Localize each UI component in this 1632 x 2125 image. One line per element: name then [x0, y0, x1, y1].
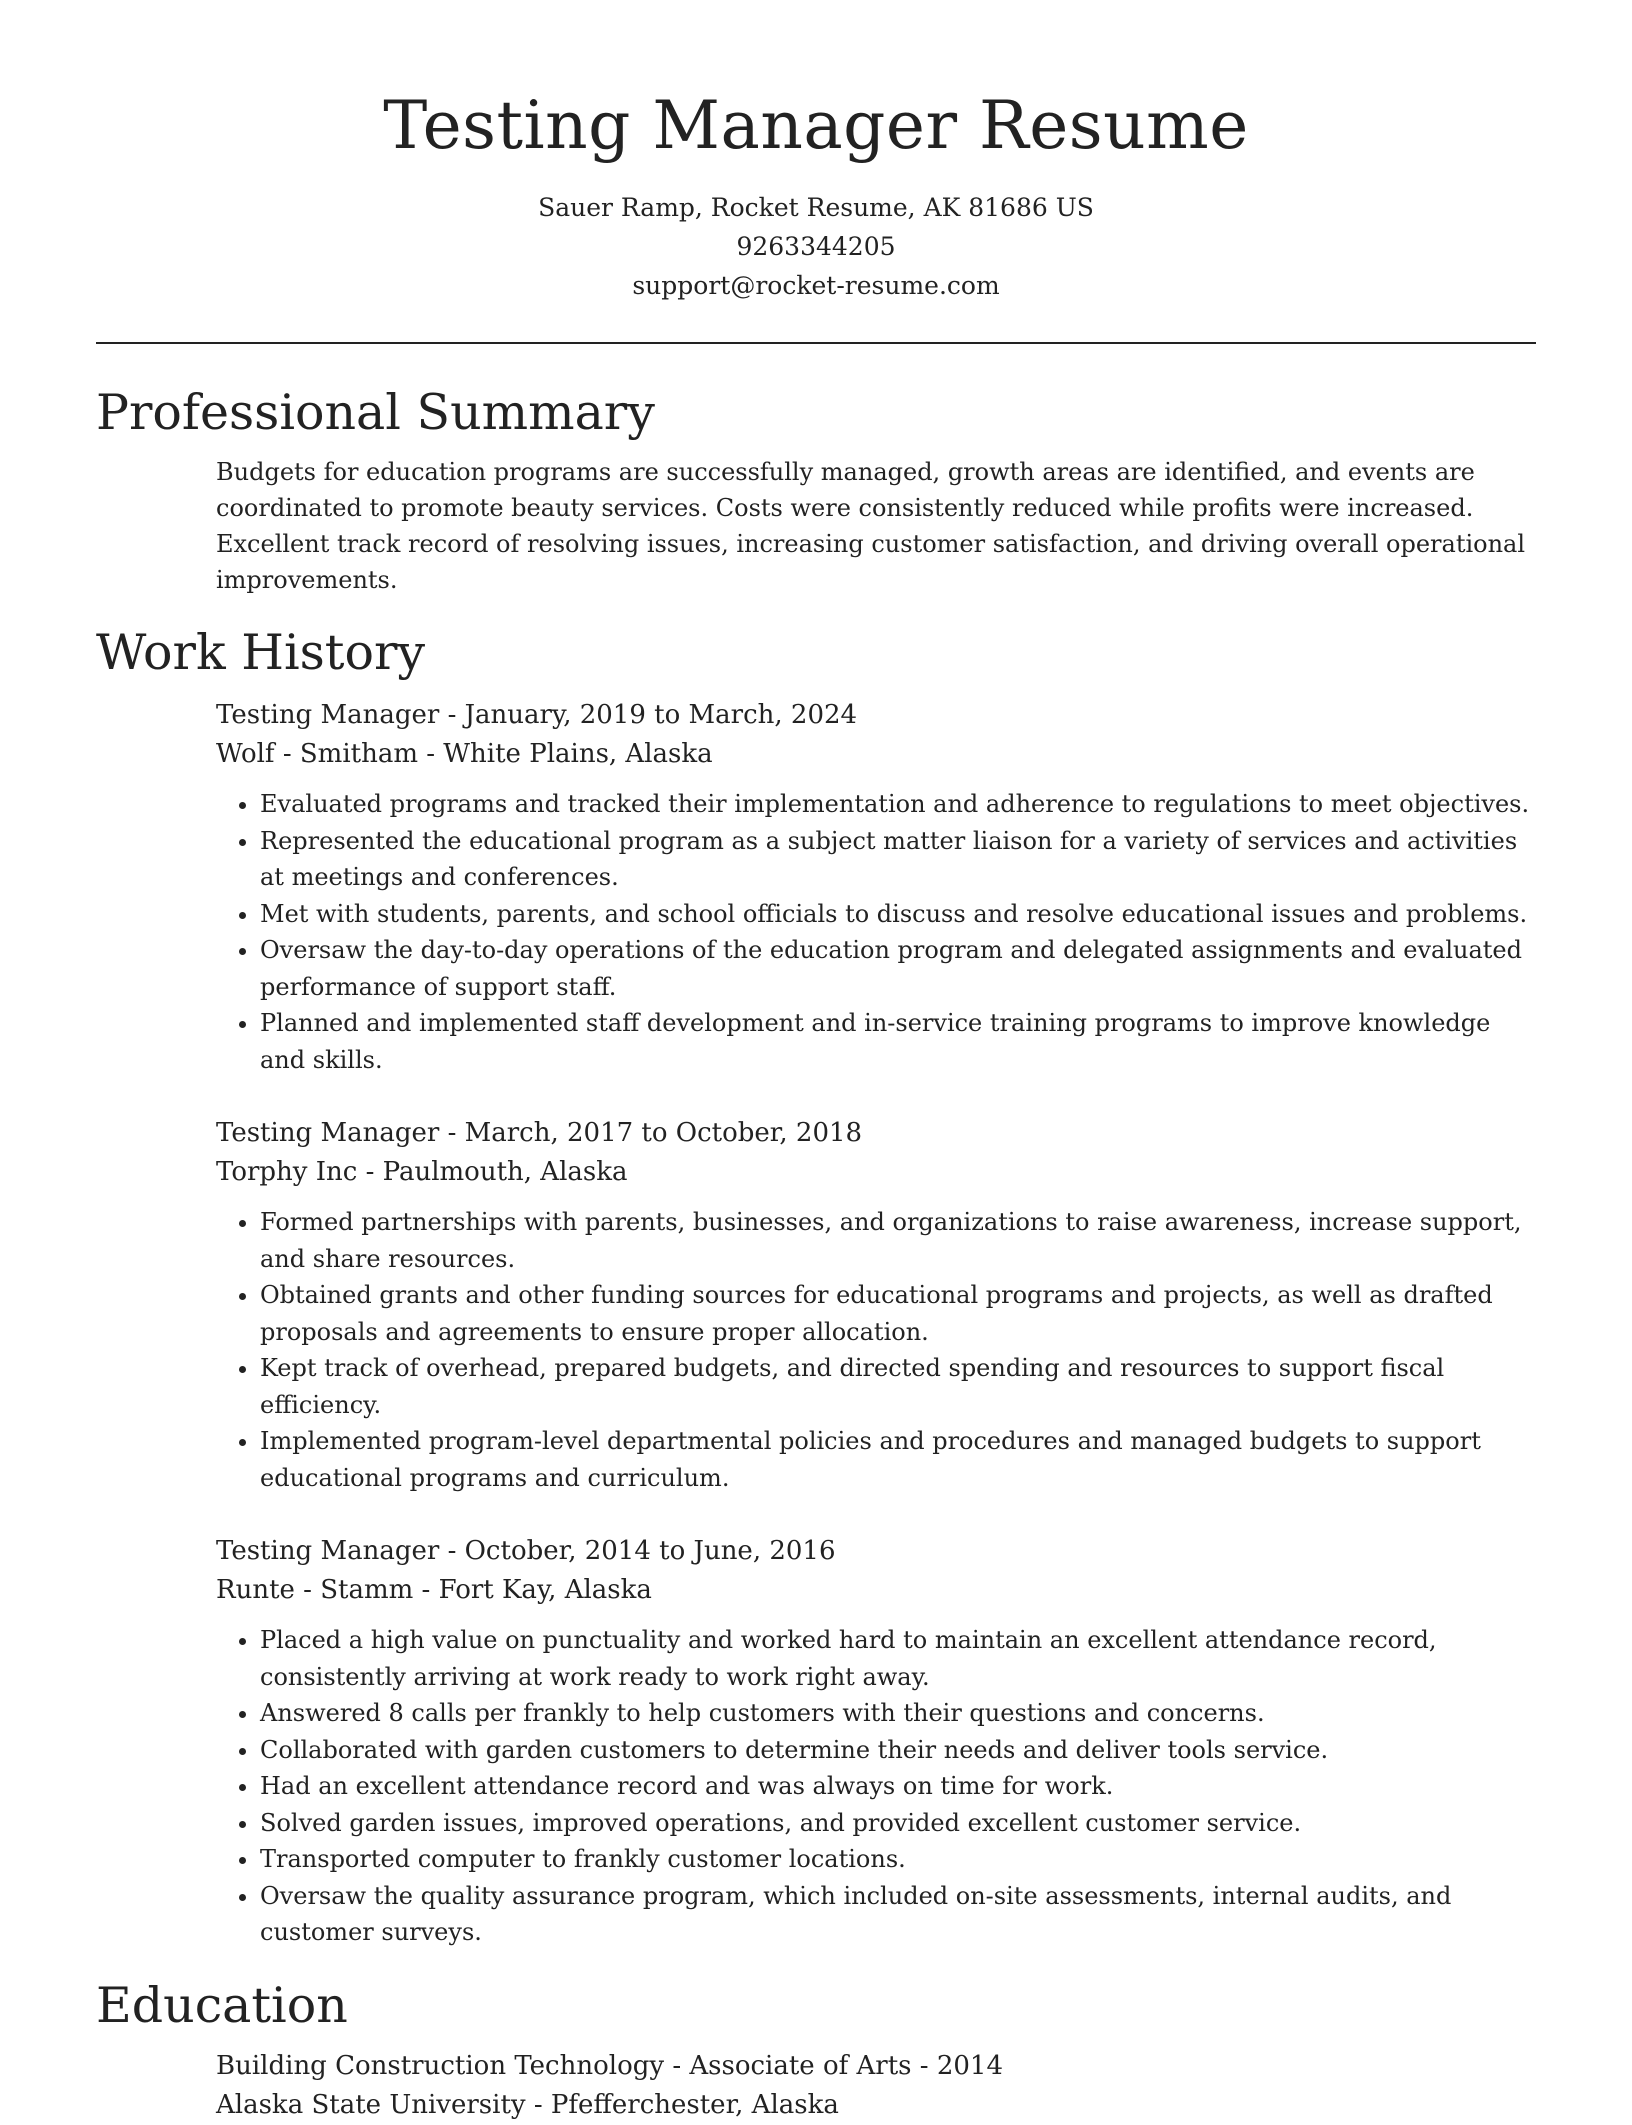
job-bullets [216, 1204, 1536, 1496]
job-company-line: Torphy Inc - Paulmouth, Alaska [216, 1157, 628, 1187]
job-bullets [216, 1622, 1536, 1951]
job-bullet: • Oversaw the quality assurance program, which included on-site assessments, internal audits, and customer surveys. [260, 1878, 1536, 1951]
job-bullet: • Planned and implemented staff development and in-service training programs to improve knowledge and skills. [260, 1005, 1536, 1078]
resume-header [96, 0, 1536, 305]
header-divider [96, 342, 1536, 344]
job-bullet: • Answered 8 calls per frankly to help customers with their questions and concerns. [260, 1695, 1536, 1732]
job-bullet: • Implemented program-level departmental policies and procedures and managed budgets to support educational programs and curriculum. [260, 1423, 1536, 1496]
work-history-section [96, 696, 1536, 1951]
job-bullet: • Solved garden issues, improved operations, and provided excellent customer service. [260, 1805, 1536, 1842]
job-title-line: Testing Manager - January, 2019 to March, 2024 [216, 700, 858, 730]
summary-heading: Professional Summary [96, 384, 655, 441]
address: Sauer Ramp, Rocket Resume, AK 81686 US [538, 193, 1094, 222]
contact-info [96, 188, 1536, 305]
education-section [96, 2047, 1536, 2125]
job-title-line: Testing Manager - March, 2017 to October, 2018 [216, 1118, 863, 1148]
education-heading: Education [96, 1976, 348, 2034]
job-entry [216, 1114, 1536, 1496]
job-bullet: • Formed partnerships with parents, businesses, and organizations to raise awareness, increase support, and share resources. [260, 1204, 1536, 1277]
job-bullet: • Placed a high value on punctuality and worked hard to maintain an excellent attendance record, consistently arriving at work ready to work right away. [260, 1622, 1536, 1695]
job-bullet: • Met with students, parents, and school officials to discuss and resolve educational issues and problems. [260, 896, 1536, 933]
job-bullet: • Represented the educational program as a subject matter liaison for a variety of services and activities at meetings and conferences. [260, 823, 1536, 896]
job-bullet: • Had an excellent attendance record and was always on time for work. [260, 1768, 1536, 1805]
job-bullet: • Kept track of overhead, prepared budgets, and directed spending and resources to support fiscal efficiency. [260, 1350, 1536, 1423]
degree-line: Building Construction Technology - Associate of Arts - 2014 [216, 2050, 1003, 2081]
job-entry [216, 1532, 1536, 1951]
job-title-line: Testing Manager - October, 2014 to June, 2016 [216, 1536, 836, 1566]
job-company-line: Wolf - Smitham - White Plains, Alaska [216, 739, 713, 769]
school-line: Alaska State University - Pfefferchester, Alaska [216, 2089, 839, 2120]
job-bullet: • Oversaw the day-to-day operations of the education program and delegated assignments and evaluated performance of support staff. [260, 932, 1536, 1005]
phone: 9263344205 [736, 232, 896, 261]
resume-page [96, 0, 1536, 2125]
email: support@rocket-resume.com [632, 271, 1000, 300]
summary-text: Budgets for education programs are successfully managed, growth areas are identified, and events are coordinated to promote beauty services. Costs were consistently reduced while profits were increased. Excellent track record of resolving issues, increasing customer satisfaction, and driving overall operational improvements. [216, 458, 1526, 594]
job-bullet: • Transported computer to frankly customer locations. [260, 1841, 1536, 1878]
job-bullet: • Evaluated programs and tracked their implementation and adherence to regulations to meet objectives. [260, 786, 1536, 823]
job-bullet: • Obtained grants and other funding sources for educational programs and projects, as well as drafted proposals and agreements to ensure proper allocation. [260, 1277, 1536, 1350]
job-bullets [216, 786, 1536, 1078]
resume-title: Testing Manager Resume [383, 87, 1249, 164]
summary-section [96, 454, 1536, 598]
job-entry [216, 696, 1536, 1078]
job-bullet: • Collaborated with garden customers to determine their needs and deliver tools service. [260, 1732, 1536, 1769]
education-entry [216, 2047, 1536, 2125]
work-history-heading: Work History [96, 624, 426, 681]
job-company-line: Runte - Stamm - Fort Kay, Alaska [216, 1575, 652, 1605]
